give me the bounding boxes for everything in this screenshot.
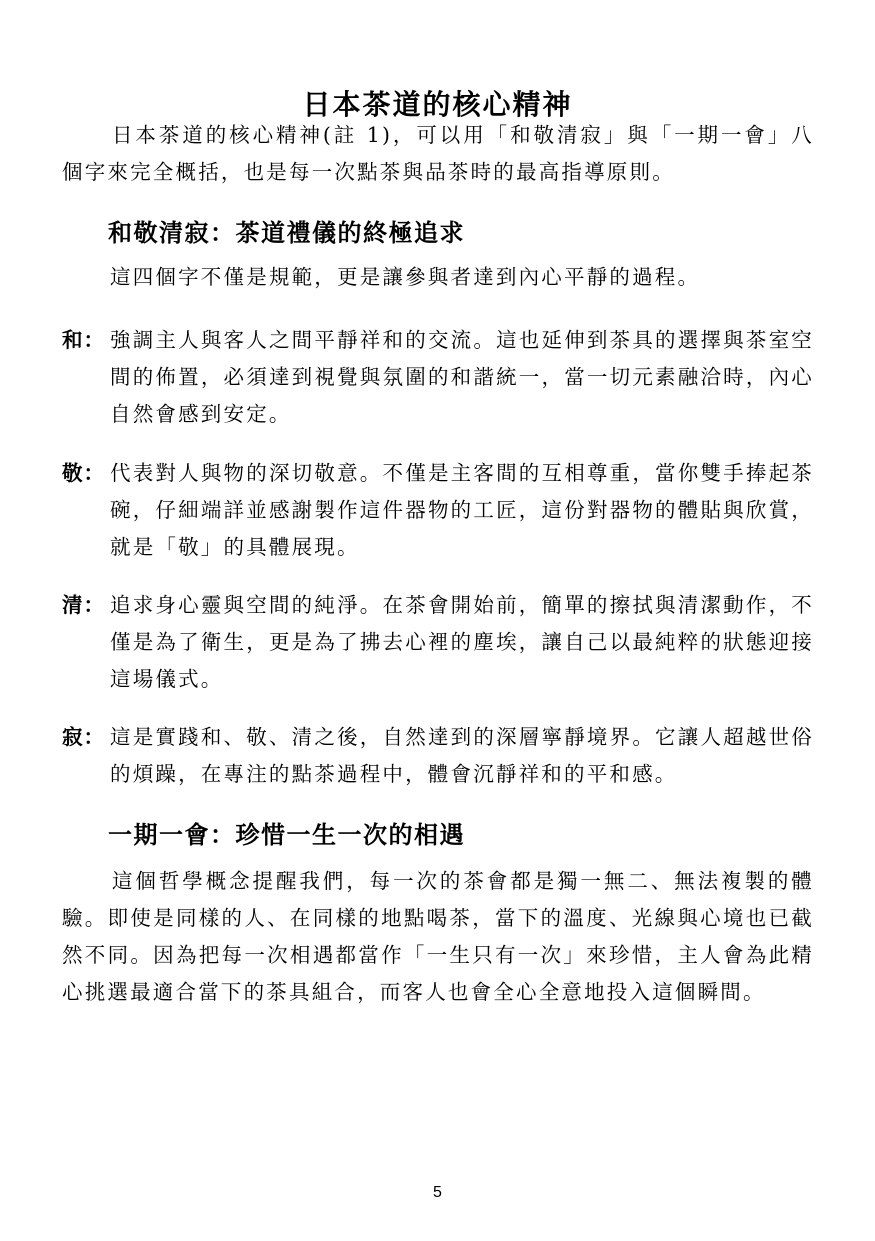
principle-term: 和：	[62, 328, 105, 352]
section-heading-ichigo-ichie: 一期一會：珍惜一生一次的相遇	[108, 821, 465, 849]
section-lead-text: 這四個字不僅是規範，更是讓參與者達到內心平靜的過程。	[110, 265, 701, 289]
principle-term: 敬：	[62, 461, 105, 485]
page-number: 5	[433, 1184, 442, 1201]
section-heading-wakei-seijaku: 和敬清寂：茶道禮儀的終極追求	[108, 219, 465, 247]
intro-paragraph: 日本茶道的核心精神(註 1)，可以用「和敬清寂」與「一期一會」八個字來完全概括，也是每一次點茶與品茶時的最高指導原則。	[62, 123, 814, 184]
principle-text: 強調主人與客人之間平靜祥和的交流。這也延伸到茶具的選擇與茶室空間的佈置，必須達到視覺與氛圍的和諧統一，當一切元素融洽時，內心自然會感到安定。	[110, 328, 814, 426]
principle-text: 追求身心靈與空間的純淨。在茶會開始前，簡單的擦拭與清潔動作，不僅是為了衛生，更是為了拂去心裡的塵埃，讓自己以最純粹的狀態迎接這場儀式。	[110, 593, 814, 691]
principle-text: 這是實踐和、敬、清之後，自然達到的深層寧靜境界。它讓人超越世俗的煩躁，在專注的點茶過程中，體會沉靜祥和的平和感。	[110, 725, 814, 786]
ichigo-ichie-paragraph: 這個哲學概念提醒我們，每一次的茶會都是獨一無二、無法複製的體驗。即使是同樣的人、在同樣的地點喝茶，當下的溫度、光線與心境也已截然不同。因為把每一次相遇都當作「一生只有一次」來珍惜，主人會為此精心挑選最適合當下的茶具組合，而客人也會全心全意地投入這個瞬間。	[62, 869, 814, 1004]
principle-term: 清：	[62, 593, 105, 617]
page-title: 日本茶道的核心精神	[302, 87, 573, 121]
principle-text: 代表對人與物的深切敬意。不僅是主客間的互相尊重，當你雙手捧起茶碗，仔細端詳並感謝製作這件器物的工匠，這份對器物的體貼與欣賞，就是「敬」的具體展現。	[110, 461, 814, 559]
principle-term: 寂：	[62, 725, 105, 749]
